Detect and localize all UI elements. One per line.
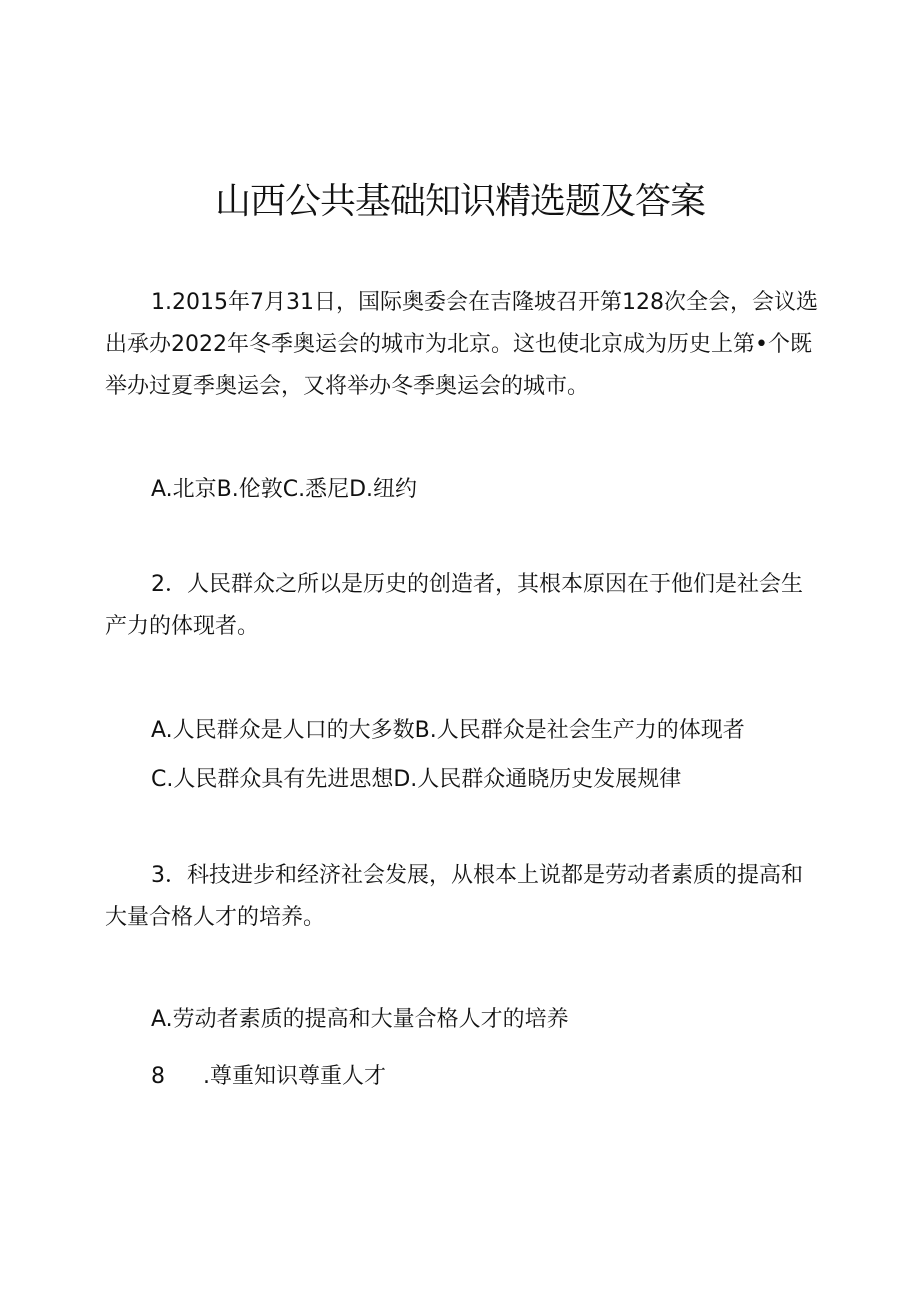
document-title: 山西公共基础知识精选题及答案 bbox=[214, 181, 705, 222]
question-2-options-line-2: C.人民群众具有先进思想D.人民群众通晓历史发展规律 bbox=[151, 767, 682, 792]
question-3-options: A.劳动者素质的提高和大量合格人才的培养 bbox=[151, 1007, 569, 1032]
question-1-stem: 1.2015年7月31日，国际奥委会在吉隆坡召开第128次全会，会议选出承办2022年冬季奥运会的城市为北京。这也使北京成为历史上第•个既举办过夏季奥运会，又将举办冬季奥运会的城市。 bbox=[105, 290, 818, 399]
question-1-options: A.北京B.伦敦C.悉尼D.纽约 bbox=[151, 477, 418, 502]
question-2-options-line-1: A.人民群众是人口的大多数B.人民群众是社会生产力的体现者 bbox=[151, 718, 745, 743]
question-3-stem: 3．科技进步和经济社会发展，从根本上说都是劳动者素质的提高和大量合格人才的培养。 bbox=[105, 863, 803, 930]
extra-number: 8 bbox=[151, 1064, 165, 1089]
question-2-stem: 2．人民群众之所以是历史的创造者，其根本原因在于他们是社会生产力的体现者。 bbox=[105, 572, 803, 639]
question-3-extra-line bbox=[151, 1059, 831, 1095]
extra-text: .尊重知识尊重人才 bbox=[203, 1064, 386, 1089]
